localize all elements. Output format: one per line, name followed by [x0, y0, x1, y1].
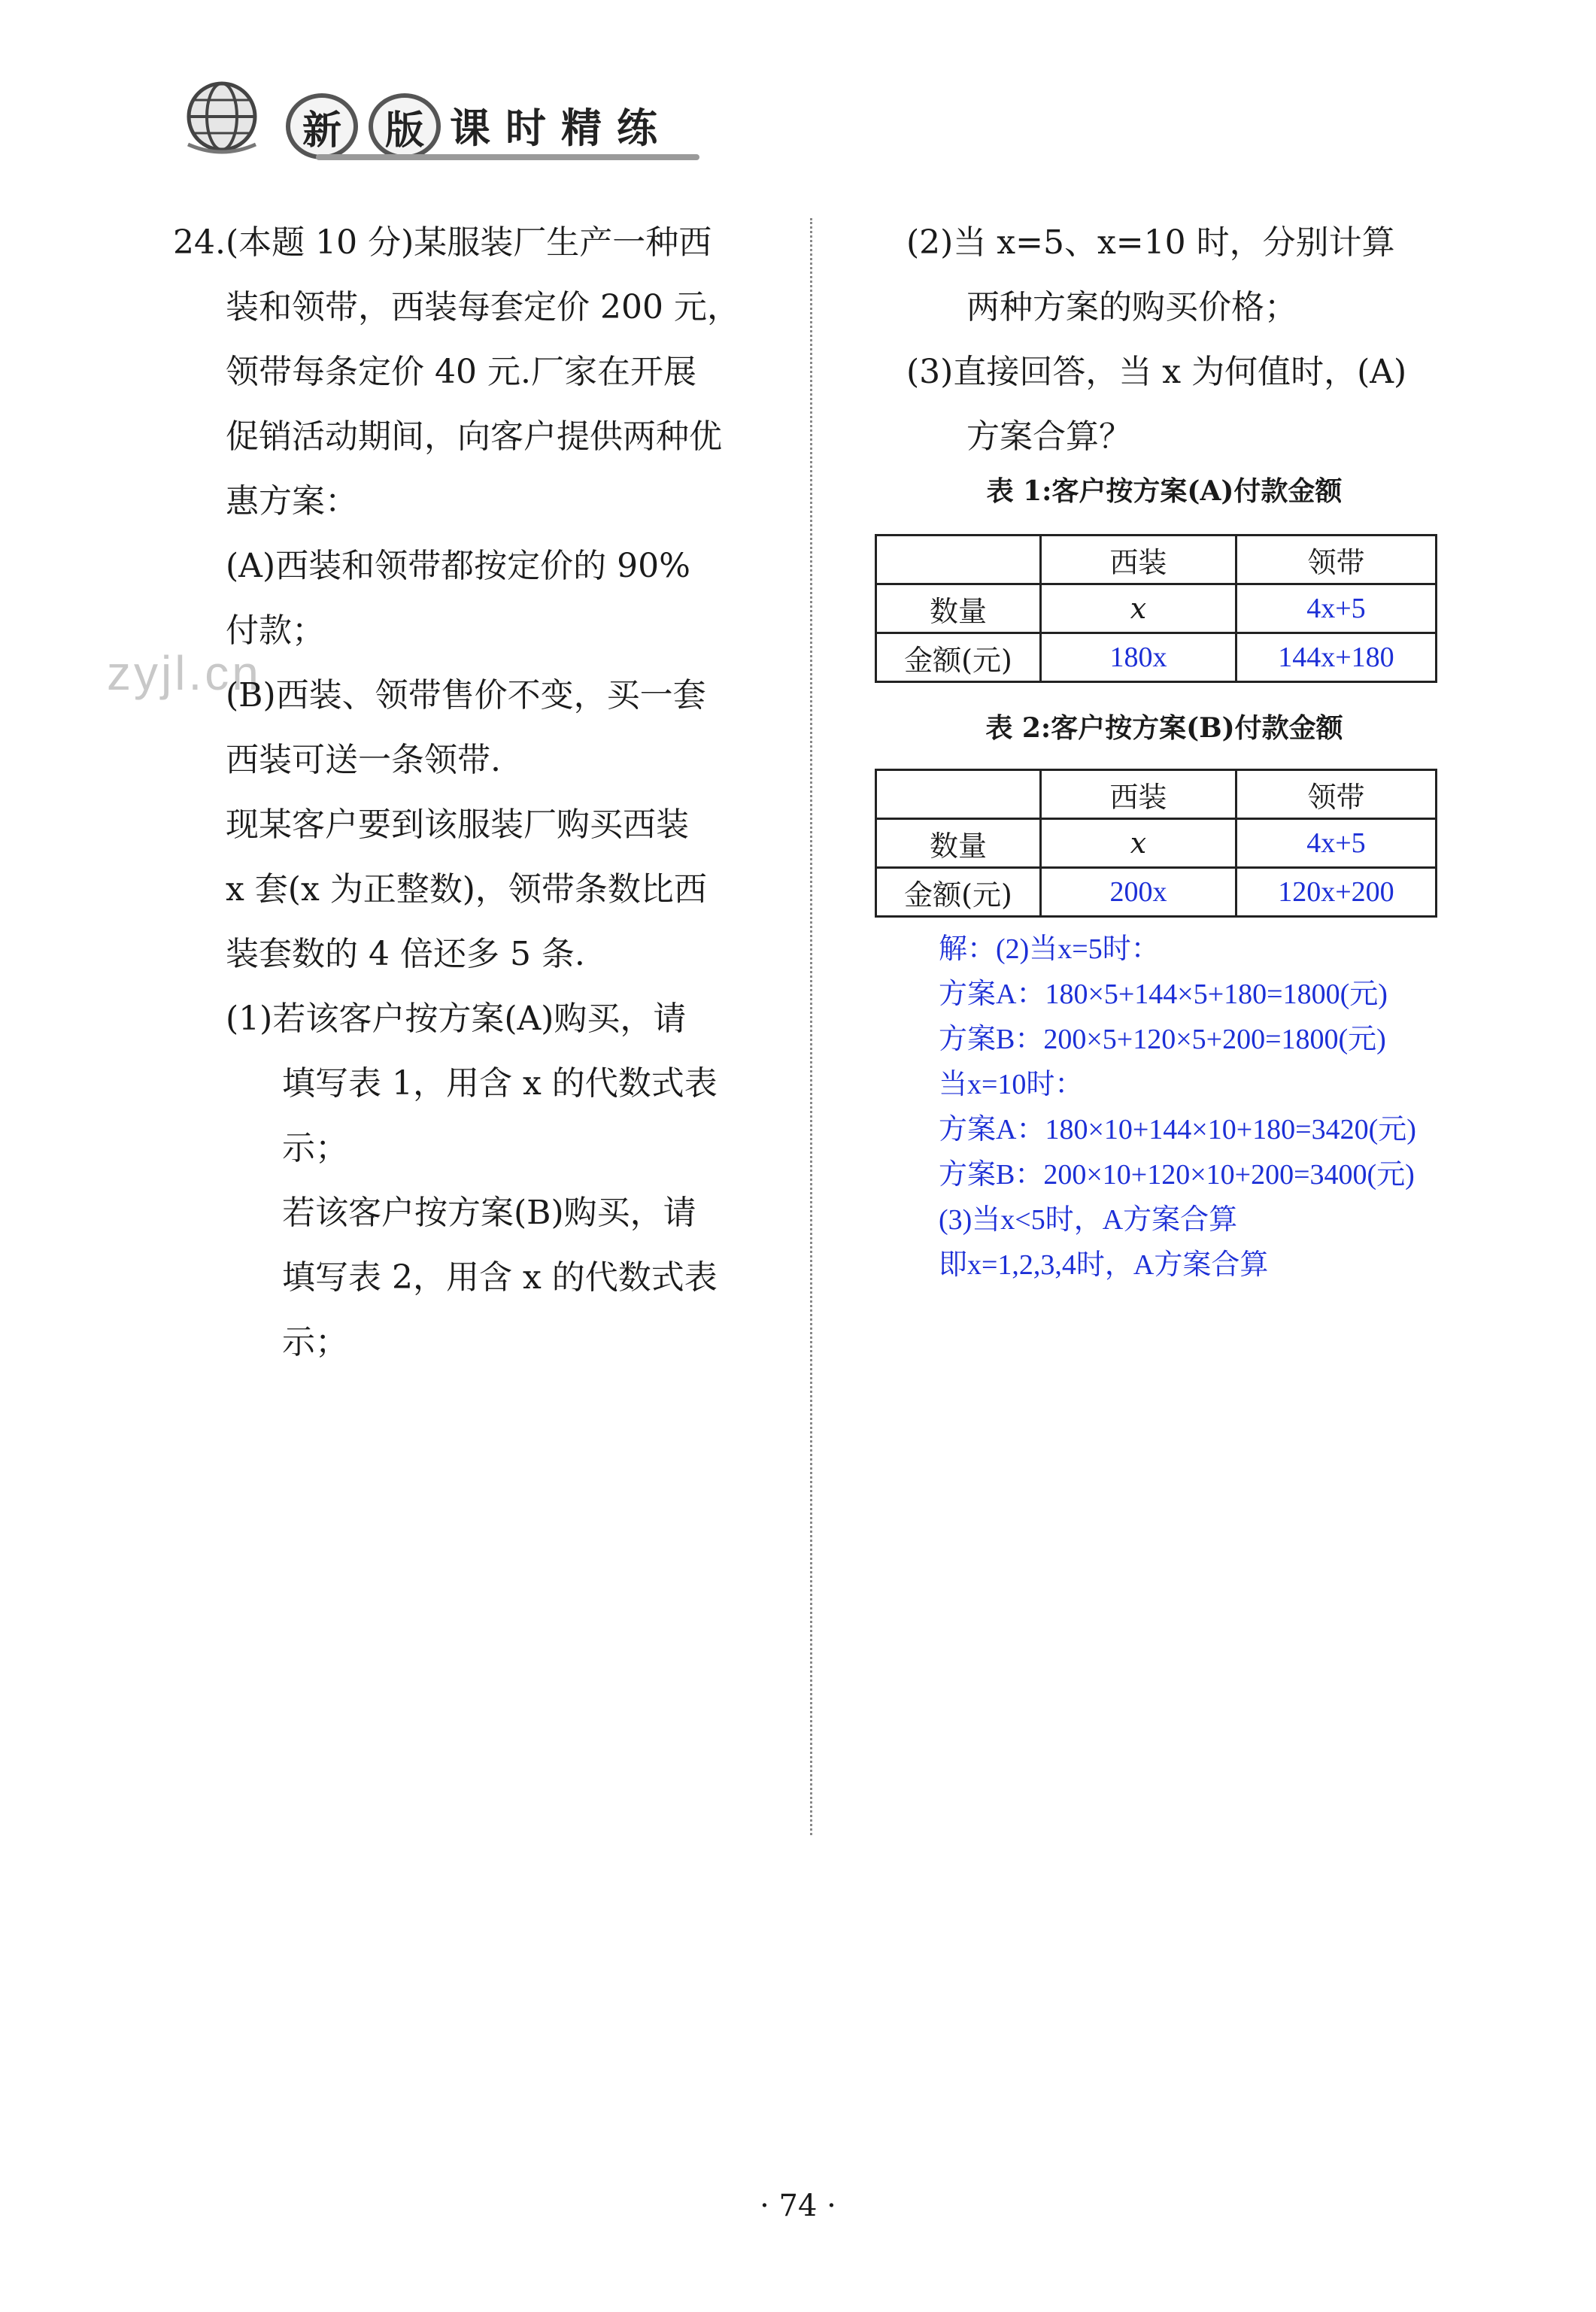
problem-line: 示； [282, 1129, 348, 1167]
table-header-cell: 领带 [1236, 770, 1436, 819]
column-divider [810, 218, 812, 1835]
problem-line: 西装可送一条领带. [226, 741, 501, 779]
problem-line: 示； [282, 1323, 348, 1361]
question-3-line2: 方案合算？ [966, 417, 1132, 456]
table-cell [876, 770, 1041, 819]
problem-line: 24.(本题 10 分)某服装厂生产一种西 [173, 223, 712, 262]
solution-line: 方案B：200×5+120×5+200=1800(元) [939, 1024, 1386, 1055]
table-row [876, 536, 1437, 584]
problem-line: (1)若该客户按方案(A)购买，请 [226, 1000, 687, 1038]
header-rule [316, 154, 699, 160]
table-cell: x [1040, 584, 1236, 633]
question-3-line1: (3)直接回答，当 x 为何值时，(A) [906, 353, 1407, 391]
problem-line: (B)西装、领带售价不变，买一套 [226, 676, 706, 715]
table-cell-answer: 4x+5 [1236, 819, 1436, 868]
question-2-line2: 两种方案的购买价格； [966, 288, 1297, 326]
header-badge-new: 新 [286, 93, 358, 159]
table-cell: 数量 [876, 584, 1041, 633]
table2-caption: 表 2:客户按方案(B)付款金额 [985, 712, 1343, 744]
solution-line: 即x=1,2,3,4时，A方案合算 [939, 1249, 1269, 1281]
table-cell-answer: 120x+200 [1236, 868, 1436, 917]
problem-line: 填写表 2，用含 x 的代数式表 [282, 1258, 718, 1297]
solution-line: 方案A：180×5+144×5+180=1800(元) [939, 979, 1388, 1010]
page-number: · 74 · [760, 2189, 836, 2223]
watermark: zyjl.cn [107, 646, 262, 700]
problem-line: 惠方案： [226, 482, 358, 520]
table-header-cell: 西装 [1040, 770, 1236, 819]
table-cell-answer: 180x [1040, 633, 1236, 682]
table-row [876, 633, 1437, 682]
solution-block [939, 927, 1555, 1288]
problem-line: 促销活动期间，向客户提供两种优 [226, 417, 722, 456]
problem-line: (A)西装和领带都按定价的 90% [226, 547, 690, 585]
table-header-cell: 领带 [1236, 536, 1436, 584]
table-cell [876, 536, 1041, 584]
table-cell-answer: 144x+180 [1236, 633, 1436, 682]
solution-line: 方案B：200×10+120×10+200=3400(元) [939, 1159, 1415, 1191]
table-cell-answer: 4x+5 [1236, 584, 1436, 633]
problem-line: x 套(x 为正整数)，领带条数比西 [226, 870, 707, 909]
table-cell: 数量 [876, 819, 1041, 868]
problem-line: 装和领带，西装每套定价 200 元， [226, 288, 740, 326]
problem-line: 现某客户要到该服装厂购买西装 [226, 806, 689, 844]
table-row [876, 868, 1437, 917]
solution-line: (3)当x<5时，A方案合算 [939, 1204, 1238, 1236]
problem-text [173, 211, 790, 1375]
table-row [876, 584, 1437, 633]
table-cell: 金额(元) [876, 868, 1041, 917]
solution-line: 解：(2)当x=5时： [939, 933, 1160, 965]
solution-line: 当x=10时： [939, 1069, 1084, 1100]
table-row [876, 770, 1437, 819]
table-cell-answer: 200x [1040, 868, 1236, 917]
table-header-cell: 西装 [1040, 536, 1236, 584]
problem-line: 付款； [226, 611, 325, 650]
table-cell: x [1040, 819, 1236, 868]
problem-line: 装套数的 4 倍还多 5 条. [226, 935, 585, 973]
problem-line: 领带每条定价 40 元.厂家在开展 [226, 353, 696, 391]
globe-icon [181, 75, 263, 158]
solution-line: 方案A：180×10+144×10+180=3420(元) [939, 1114, 1416, 1145]
problem-line: 若该客户按方案(B)购买，请 [282, 1194, 696, 1232]
questions-right [906, 211, 1508, 469]
problem-line: 填写表 1，用含 x 的代数式表 [282, 1064, 718, 1103]
question-2-line1: (2)当 x=5、x=10 时，分别计算 [906, 223, 1395, 262]
table2 [875, 769, 1437, 918]
header-badge-edition: 版 [369, 93, 441, 159]
table-cell: 金额(元) [876, 633, 1041, 682]
table1-caption: 表 1:客户按方案(A)付款金额 [986, 475, 1343, 507]
table-row [876, 819, 1437, 868]
table1 [875, 534, 1437, 683]
header-title: 课时精练 [450, 104, 672, 152]
